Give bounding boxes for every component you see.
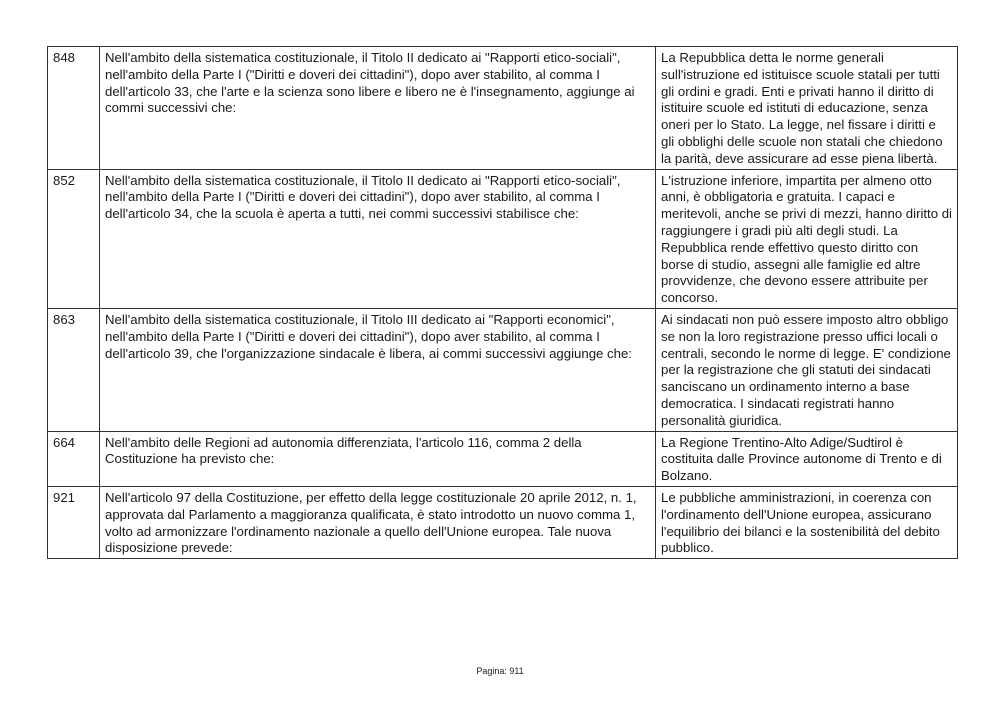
table-row [48, 47, 958, 170]
question-number: 921 [48, 486, 100, 558]
question-number: 852 [48, 169, 100, 308]
answer-text: La Regione Trentino-Alto Adige/Sudtirol è costituita dalle Province autonome di Trento e di Bolzano. [656, 431, 958, 486]
answer-text: La Repubblica detta le norme generali sull'istruzione ed istituisce scuole statali per tutti gli ordini e gradi. Enti e privati hanno il diritto di istituire scuole ed istituti di educazione, senza oneri per lo Stato. La legge, nel fissare i diritti e gli obblighi delle scuole non statali che chiedono la parità, deve assicurare ad esse piena libertà. [656, 47, 958, 170]
table-row [48, 308, 958, 431]
table-row [48, 431, 958, 486]
question-number: 863 [48, 308, 100, 431]
question-text: Nell'articolo 97 della Costituzione, per effetto della legge costituzionale 20 aprile 2012, n. 1, approvata dal Parlamento a maggioranza qualificata, è stato introdotto un nuovo comma 1, volto ad armonizzare l'ordinamento nazionale a quello dell'Unione europea. Tale nuova disposizione prevede: [100, 486, 656, 558]
question-text: Nell'ambito delle Regioni ad autonomia differenziata, l'articolo 116, comma 2 della Costituzione ha previsto che: [100, 431, 656, 486]
answer-text: L'istruzione inferiore, impartita per almeno otto anni, è obbligatoria e gratuita. I capaci e meritevoli, anche se privi di mezzi, hanno diritto di raggiungere i gradi più alti degli studi. La Repubblica rende effettivo questo diritto con borse di studio, assegni alle famiglie ed altre provvidenze, che devono essere attribuite per concorso. [656, 169, 958, 308]
table-row [48, 486, 958, 558]
question-table [47, 46, 958, 559]
question-text: Nell'ambito della sistematica costituzionale, il Titolo II dedicato ai "Rapporti etico-sociali", nell'ambito della Parte I ("Diritti e doveri dei cittadini"), dopo aver stabilito, al comma I dell'articolo 33, che l'arte e la scienza sono libere e libero ne è l'insegnamento, aggiunge ai commi successivi che: [100, 47, 656, 170]
table-row [48, 169, 958, 308]
question-number: 664 [48, 431, 100, 486]
page-number: Pagina: 911 [476, 666, 524, 676]
question-number: 848 [48, 47, 100, 170]
answer-text: Ai sindacati non può essere imposto altro obbligo se non la loro registrazione presso uffici locali o centrali, secondo le norme di legge. E' condizione per la registrazione che gli statuti dei sindacati sanciscano un ordinamento interno a base democratica. I sindacati registrati hanno personalità giuridica. [656, 308, 958, 431]
question-text: Nell'ambito della sistematica costituzionale, il Titolo III dedicato ai "Rapporti economici", nell'ambito della Parte I ("Diritti e doveri dei cittadini"), dopo aver stabilito, al comma I dell'articolo 39, che l'organizzazione sindacale è libera, ai commi successivi aggiunge che: [100, 308, 656, 431]
answer-text: Le pubbliche amministrazioni, in coerenza con l'ordinamento dell'Unione europea, assicurano l'equilibrio dei bilanci e la sostenibilità del debito pubblico. [656, 486, 958, 558]
question-text: Nell'ambito della sistematica costituzionale, il Titolo II dedicato ai "Rapporti etico-sociali", nell'ambito della Parte I ("Diritti e doveri dei cittadini"), dopo aver stabilito, al comma I dell'articolo 34, che la scuola è aperta a tutti, nei commi successivi stabilisce che: [100, 169, 656, 308]
